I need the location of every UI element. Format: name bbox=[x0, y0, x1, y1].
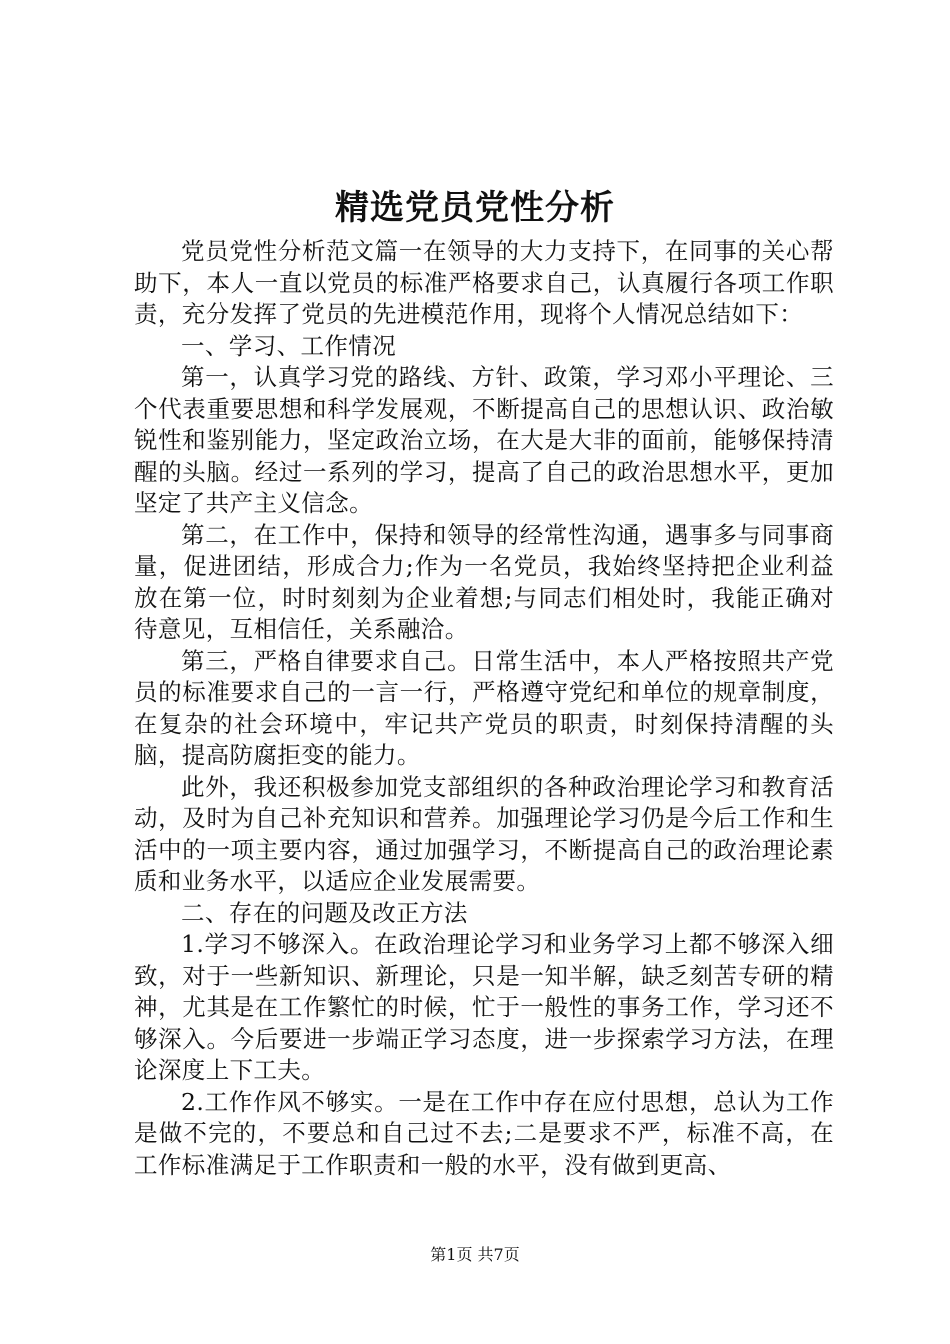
section-heading-problems: 二、存在的问题及改正方法 bbox=[181, 898, 468, 927]
paragraph-third: 第三，严格自律要求自己。日常生活中，本人严格按照共产党员的标准要求自己的一言一行，严格遵守党纪和单位的规章制度，在复杂的社会环境中，牢记共产党员的职责，时刻保持清醒的头脑，提高防腐拒变的能力。 bbox=[134, 646, 834, 769]
paragraph-intro: 党员党性分析范文篇一在领导的大力支持下，在同事的关心帮助下，本人一直以党员的标准严格要求自己，认真履行各项工作职责，充分发挥了党员的先进模范作用，现将个人情况总结如下： bbox=[134, 237, 834, 328]
document-title: 精选党员党性分析 bbox=[335, 188, 615, 228]
paragraph-second: 第二，在工作中，保持和领导的经常性沟通，遇事多与同事商量，促进团结，形成合力;作为一名党员，我始终坚持把企业利益放在第一位，时时刻刻为企业着想;与同志们相处时，我能正确对待意见，互相信任，关系融洽。 bbox=[134, 520, 834, 643]
paragraph-problem-1: 1.学习不够深入。在政治理论学习和业务学习上都不够深入细致，对于一些新知识、新理论，只是一知半解，缺乏刻苦专研的精神，尤其是在工作繁忙的时候，忙于一般性的事务工作，学习还不够深入。今后要进一步端正学习态度，进一步探索学习方法，在理论深度上下工夫。 bbox=[134, 930, 834, 1084]
paragraph-additionally: 此外，我还积极参加党支部组织的各种政治理论学习和教育活动，及时为自己补充知识和营养。加强理论学习仍是今后工作和生活中的一项主要内容，通过加强学习，不断提高自己的政治理论素质和业务水平，以适应企业发展需要。 bbox=[134, 772, 834, 895]
document-body bbox=[134, 236, 834, 1181]
page-footer: 第1页 共7页 bbox=[430, 1245, 520, 1264]
section-heading-study-work: 一、学习、工作情况 bbox=[181, 331, 397, 360]
paragraph-problem-2: 2.工作作风不够实。一是在工作中存在应付思想，总认为工作是做不完的，不要总和自己过不去;二是要求不严，标准不高，在工作标准满足于工作职责和一般的水平，没有做到更高、 bbox=[134, 1087, 834, 1179]
paragraph-first: 第一，认真学习党的路线、方针、政策，学习邓小平理论、三个代表重要思想和科学发展观，不断提高自己的思想认识、政治敏锐性和鉴别能力，坚定政治立场，在大是大非的面前，能够保持清醒的头脑。经过一系列的学习，提高了自己的政治思想水平，更加坚定了共产主义信念。 bbox=[134, 363, 834, 517]
